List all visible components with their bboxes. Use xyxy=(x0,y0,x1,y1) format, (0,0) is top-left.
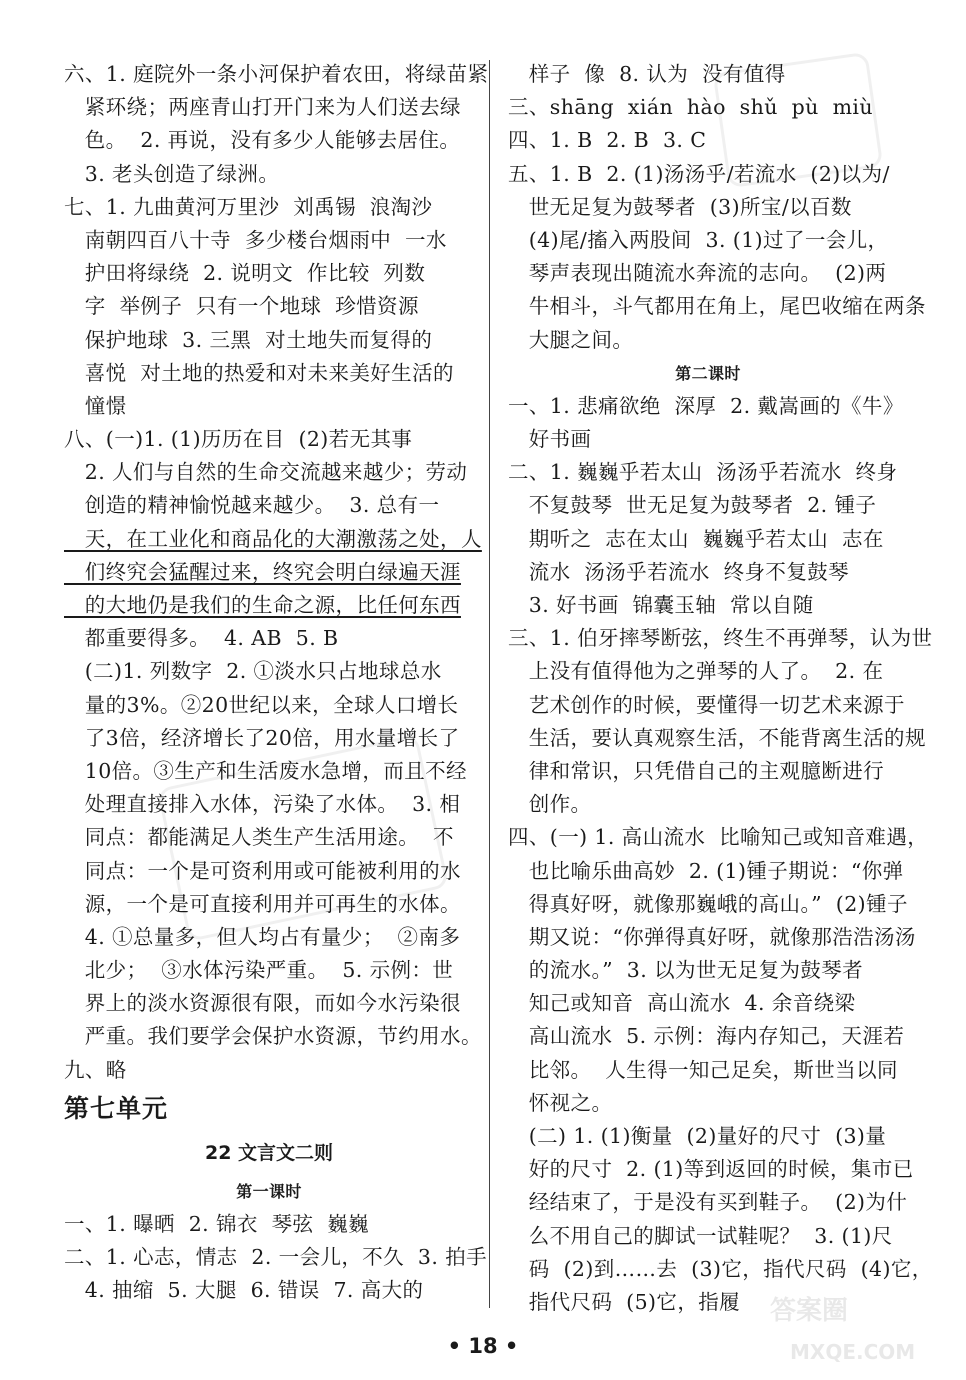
left-answer-lines xyxy=(64,58,489,1087)
answer-line: 三、1. 伯牙摔琴断弦，终生不再弹琴，认为世 xyxy=(508,626,933,651)
answer-line: 样子 像 8. 认为 没有值得 xyxy=(508,62,786,86)
answer-line: 10倍。③生产和生活废水急增，而且不经 xyxy=(64,758,467,783)
answer-line: 3. 老头创造了绿洲。 xyxy=(64,161,280,186)
watermark-brand: 答案圈 xyxy=(770,1296,849,1326)
answer-line: 3. 好书画 锦囊玉轴 常以自随 xyxy=(508,593,814,617)
answer-line: 九、略 xyxy=(64,1057,127,1082)
answer-line: 八、(一)1. (1)历历在目 (2)若无其事 xyxy=(64,427,413,452)
answer-line: 都重要得多。 4. AB 5. B xyxy=(64,626,339,651)
answer-line: 字 举例子 只有一个地球 珍惜资源 xyxy=(64,294,419,319)
answer-line: 高山流水 5. 示例：海内存知己，天涯若 xyxy=(508,1024,905,1049)
answer-line: 护田将绿绕 2. 说明文 作比较 列数 xyxy=(64,261,426,286)
answer-line: 处理直接排入水体，污染了水体。 3. 相 xyxy=(64,792,461,817)
answer-line: 4. ①总量多，但人均占有量少； ②南多 xyxy=(64,924,461,949)
answer-line: 紧环绕；两座青山打开门来为人们送去绿 xyxy=(64,95,461,120)
answer-line: 憧憬 xyxy=(64,393,127,418)
answer-line: 们终究会猛醒过来，终究会明白绿遍天涯 xyxy=(64,559,461,584)
answer-line: 的流水。” 3. 以为世无足复为鼓琴者 xyxy=(508,958,864,983)
left-column xyxy=(64,58,489,1308)
answer-line: 怀视之。 xyxy=(508,1090,613,1115)
answer-line: 北少； ③水体污染严重。 5. 示例：世 xyxy=(64,958,454,983)
answer-line: 七、1. 九曲黄河万里沙 刘禹锡 浪淘沙 xyxy=(64,194,433,219)
watermark-url: MXQE.COM xyxy=(790,1340,916,1364)
answer-line: 二、1. 巍巍乎若太山 汤汤乎若流水 终身 xyxy=(508,460,898,485)
answer-line: 期听之 志在太山 巍巍乎若太山 志在 xyxy=(508,526,884,551)
answer-line: 创作。 xyxy=(508,792,592,817)
answer-line: 三、shāng xián hào shǔ pù miù xyxy=(508,95,873,120)
column-divider xyxy=(489,60,490,1308)
answer-line: 得真好呀，就像那巍峨的高山。” (2)锺子 xyxy=(508,891,908,916)
answer-line: 2. 人们与自然的生命交流越来越少；劳动 xyxy=(64,460,468,485)
answer-line: 好书画 xyxy=(508,427,592,452)
answer-line: 生活，要认真观察生活，不能背离生活的规 xyxy=(508,725,926,750)
answer-line: (二)1. 列数字 2. ①淡水只占地球总水 xyxy=(64,659,442,684)
right-section-heading: 第二课时 xyxy=(675,363,741,383)
answer-line: 的大地仍是我们的生命之源，比任何东西 xyxy=(64,593,461,617)
answer-line: 码 (2)到……去 (3)它，指代尺码 (4)它， xyxy=(508,1256,933,1281)
answer-line: 好的尺寸 2. (1)等到返回的时候，集市已 xyxy=(508,1157,914,1182)
answer-line: 严重。我们要学会保护水资源，节约用水。 xyxy=(64,1024,482,1049)
answer-line: (4)尾/搐入两股间 3. (1)过了一会儿， xyxy=(508,227,889,252)
answer-line: 世无足复为鼓琴者 (3)所宝/以百数 xyxy=(508,194,852,219)
right-column xyxy=(508,58,933,1319)
answer-line: 知己或知音 高山流水 4. 余音绕梁 xyxy=(508,991,856,1016)
answer-line: 喜悦 对土地的热爱和对未来美好生活的 xyxy=(64,360,454,385)
answer-line: 一、1. 悲痛欲绝 深厚 2. 戴嵩画的《牛》 xyxy=(508,393,904,418)
answer-line: 四、1. B 2. B 3. C xyxy=(508,128,707,153)
answer-line: 也比喻乐曲高妙 2. (1)锺子期说：“你弹 xyxy=(508,858,904,883)
answer-line: 保护地球 3. 三黑 对土地失而复得的 xyxy=(64,327,433,352)
answer-line: 么不用自己的脚试一试鞋呢？ 3. (1)尺 xyxy=(508,1223,893,1248)
answer-line: 五、1. B 2. (1)汤汤乎/若流水 (2)以为/ xyxy=(508,161,890,186)
answer-line: 上没有值得他为之弹琴的人了。 2. 在 xyxy=(508,659,884,684)
page-number: • 18 • xyxy=(447,1334,519,1358)
answer-line: 源，一个是可直接利用并可再生的水体。 xyxy=(64,891,461,916)
answer-line: 流水 汤汤乎若流水 终身不复鼓琴 xyxy=(508,559,850,584)
answer-line: 经结束了，于是没有买到鞋子。 (2)为什 xyxy=(508,1190,908,1215)
answer-line: 比邻。 人生得一知己足矣，斯世当以同 xyxy=(508,1057,898,1082)
answer-line: 六、1. 庭院外一条小河保护着农田，将绿苗紧 xyxy=(64,62,489,86)
answer-line: 律和常识，只凭借自己的主观臆断进行 xyxy=(508,758,885,783)
answer-line: 创造的精神愉悦越来越少。 3. 总有一 xyxy=(64,493,440,518)
lesson-title: 22 文言文二则 xyxy=(204,1141,334,1164)
answer-line: (二) 1. (1)衡量 (2)量好的尺寸 (3)量 xyxy=(508,1124,887,1148)
answer-line: 不复鼓琴 世无足复为鼓琴者 2. 锺子 xyxy=(508,493,877,518)
answer-line: 4. 抽缩 5. 大腿 6. 错误 7. 高大的 xyxy=(64,1278,424,1303)
answer-line: 艺术创作的时候，要懂得一切艺术来源于 xyxy=(508,692,905,717)
answer-line: 一、1. 曝晒 2. 锦衣 琴弦 巍巍 xyxy=(64,1212,370,1236)
answer-line: 期又说：“你弹得真好呀，就像那浩浩汤汤 xyxy=(508,924,916,949)
answer-line: 大腿之间。 xyxy=(508,327,634,352)
answer-line: 二、1. 心志，情志 2. 一会儿，不久 3. 拍手 xyxy=(64,1245,487,1270)
answer-line: 琴声表现出随流水奔流的志向。 (2)两 xyxy=(508,261,887,286)
unit-title: 第七单元 xyxy=(64,1093,169,1123)
left-tail-lines xyxy=(64,1208,487,1308)
answer-line: 量的3%。②20世纪以来，全球人口增长 xyxy=(64,692,459,717)
answer-line: 色。 2. 再说，没有多少人能够去居住。 xyxy=(64,128,461,153)
answer-line: 同点：一个是可资利用或可能被利用的水 xyxy=(64,858,461,883)
answer-line: 牛相斗，斗气都用在角上，尾巴收缩在两条 xyxy=(508,294,926,319)
answer-line: 指代尺码 (5)它，指履 xyxy=(508,1289,741,1314)
answer-line: 了3倍，经济增长了20倍，用水量增长了 xyxy=(64,725,460,750)
left-section-heading: 第一课时 xyxy=(236,1181,302,1201)
answer-line: 同点：都能满足人类生产生活用途。 不 xyxy=(64,825,454,850)
answer-line: 天，在工业化和商品化的大潮激荡之处，人 xyxy=(64,526,482,551)
watermark-stamp-icon xyxy=(713,52,884,189)
answer-line: 南朝四百八十寺 多少楼台烟雨中 一水 xyxy=(64,227,447,252)
right-answer-lines xyxy=(508,390,933,1319)
answer-line: 界上的淡水资源很有限，而如今水污染很 xyxy=(64,991,461,1016)
answer-line: 四、(一) 1. 高山流水 比喻知己或知音难遇， xyxy=(508,825,929,850)
